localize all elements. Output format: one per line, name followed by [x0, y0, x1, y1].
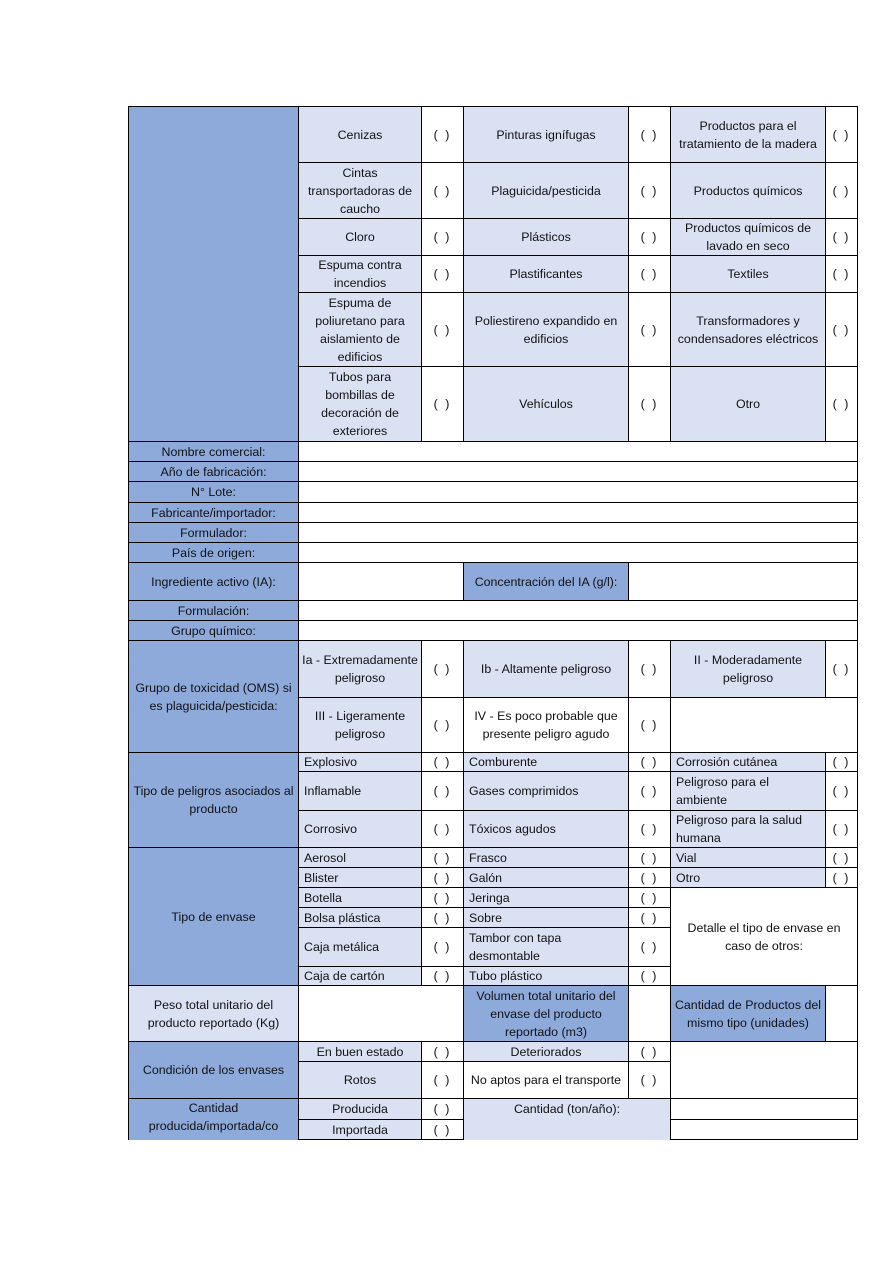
hazards-label: Tipo de peligros asociados al producto	[128, 752, 299, 848]
container-checkbox[interactable]: ( )	[628, 907, 671, 928]
container-checkbox[interactable]: ( )	[421, 966, 464, 986]
source-item: Espuma contra incendios	[298, 255, 422, 293]
container-item: Caja de cartón	[298, 966, 422, 986]
container-item: Tubo plástico	[463, 966, 629, 986]
field-label-formulator: Formulador:	[128, 522, 299, 543]
field-label-chemical-group: Grupo químico:	[128, 620, 299, 641]
source-checkbox[interactable]: ( )	[628, 162, 671, 219]
hazard-item: Corrosivo	[298, 810, 422, 848]
toxicity-checkbox[interactable]: ( )	[825, 640, 858, 698]
hazard-item: Explosivo	[298, 752, 422, 772]
field-input-commercial-name[interactable]	[298, 441, 858, 462]
quantity-imported: Importada	[298, 1119, 422, 1140]
field-label-active-ingredient: Ingrediente activo (IA):	[128, 562, 299, 601]
field-label-origin: País de origen:	[128, 542, 299, 563]
hazard-checkbox[interactable]: ( )	[421, 810, 464, 848]
source-checkbox[interactable]: ( )	[421, 366, 464, 442]
quantity-checkbox[interactable]: ( )	[421, 1098, 464, 1120]
hazard-item: Inflamable	[298, 771, 422, 811]
container-checkbox[interactable]: ( )	[421, 907, 464, 928]
source-item: Cenizas	[298, 106, 422, 163]
field-input-formulator[interactable]	[298, 522, 858, 543]
container-item: Otro	[670, 867, 826, 888]
source-item: Transformadores y condensadores eléctricos	[670, 292, 826, 367]
source-checkbox[interactable]: ( )	[825, 292, 858, 367]
source-checkbox[interactable]: ( )	[825, 162, 858, 219]
sources-label-cell	[128, 106, 299, 442]
field-label-manufacturer: Fabricante/importador:	[128, 502, 299, 523]
source-item: Plastificantes	[463, 255, 629, 293]
field-input-active-ingredient[interactable]	[298, 562, 464, 601]
source-item: Plaguicida/pesticida	[463, 162, 629, 219]
source-item: Productos químicos de lavado en seco	[670, 218, 826, 256]
condition-checkbox[interactable]: ( )	[421, 1061, 464, 1099]
field-input-ia-concentration[interactable]	[628, 562, 858, 601]
toxicity-checkbox[interactable]: ( )	[421, 697, 464, 753]
source-checkbox[interactable]: ( )	[825, 218, 858, 256]
condition-blank	[670, 1041, 858, 1099]
source-checkbox[interactable]: ( )	[825, 106, 858, 163]
source-checkbox[interactable]: ( )	[825, 366, 858, 442]
source-checkbox[interactable]: ( )	[421, 292, 464, 367]
toxicity-label: Grupo de toxicidad (OMS) si es plaguicida/pesticida:	[128, 640, 299, 753]
condition-unfit: No aptos para el transporte	[463, 1061, 629, 1099]
hazard-checkbox[interactable]: ( )	[628, 752, 671, 772]
weight-label: Peso total unitario del producto reportado (Kg)	[128, 985, 299, 1042]
hazard-checkbox[interactable]: ( )	[421, 752, 464, 772]
source-checkbox[interactable]: ( )	[628, 366, 671, 442]
field-label-manufacture-year: Año de fabricación:	[128, 461, 299, 482]
condition-label: Condición de los envases	[128, 1041, 299, 1099]
container-checkbox[interactable]: ( )	[421, 927, 464, 967]
hazard-checkbox[interactable]: ( )	[421, 771, 464, 811]
toxicity-ib: Ib - Altamente peligroso	[463, 640, 629, 698]
toxicity-ii: II - Moderadamente peligroso	[670, 640, 826, 698]
field-input-chemical-group[interactable]	[298, 620, 858, 641]
toxicity-ia: Ia - Extremadamente peligroso	[298, 640, 422, 698]
condition-deteriorated: Deteriorados	[463, 1041, 629, 1062]
toxicity-iii: III - Ligeramente peligroso	[298, 697, 422, 753]
hazard-checkbox[interactable]: ( )	[825, 752, 858, 772]
quantity-produced: Producida	[298, 1098, 422, 1120]
product-count-input[interactable]	[825, 985, 858, 1042]
quantity-tons-input[interactable]	[670, 1098, 858, 1120]
container-checkbox[interactable]: ( )	[628, 966, 671, 986]
condition-checkbox[interactable]: ( )	[628, 1041, 671, 1062]
container-item: Botella	[298, 887, 422, 908]
source-item: Tubos para bombillas de decoración de exteriores	[298, 366, 422, 442]
toxicity-iv: IV - Es poco probable que presente peligro agudo	[463, 697, 629, 753]
source-checkbox[interactable]: ( )	[421, 255, 464, 293]
container-checkbox[interactable]: ( )	[421, 887, 464, 908]
field-label-ia-concentration: Concentración del IA (g/l):	[463, 562, 629, 601]
container-checkbox[interactable]: ( )	[825, 847, 858, 868]
container-checkbox[interactable]: ( )	[421, 847, 464, 868]
container-item: Blister	[298, 867, 422, 888]
hazard-checkbox[interactable]: ( )	[825, 810, 858, 848]
source-item: Otro	[670, 366, 826, 442]
weight-input[interactable]	[298, 985, 464, 1042]
product-count-label: Cantidad de Productos del mismo tipo (unidades)	[670, 985, 826, 1042]
hazard-item: Peligroso para la salud humana	[670, 810, 826, 848]
source-item: Cloro	[298, 218, 422, 256]
container-other-detail[interactable]: Detalle el tipo de envase en caso de otros:	[670, 887, 858, 986]
container-checkbox[interactable]: ( )	[421, 867, 464, 888]
source-checkbox[interactable]: ( )	[628, 292, 671, 367]
hazard-checkbox[interactable]: ( )	[628, 771, 671, 811]
source-checkbox[interactable]: ( )	[421, 218, 464, 256]
field-label-commercial-name: Nombre comercial:	[128, 441, 299, 462]
toxicity-checkbox[interactable]: ( )	[628, 640, 671, 698]
field-input-formulation[interactable]	[298, 600, 858, 621]
toxicity-blank	[670, 697, 858, 753]
containers-label: Tipo de envase	[128, 847, 299, 986]
quantity-label: Cantidad producida/importada/co	[128, 1098, 299, 1140]
container-item: Bolsa plástica	[298, 907, 422, 928]
source-item: Pinturas ignífugas	[463, 106, 629, 163]
source-item: Poliestireno expandido en edificios	[463, 292, 629, 367]
condition-good: En buen estado	[298, 1041, 422, 1062]
source-checkbox[interactable]: ( )	[628, 106, 671, 163]
source-item: Espuma de poliuretano para aislamiento de edificios	[298, 292, 422, 367]
condition-checkbox[interactable]: ( )	[421, 1041, 464, 1062]
toxicity-checkbox[interactable]: ( )	[421, 640, 464, 698]
hazard-item: Tóxicos agudos	[463, 810, 629, 848]
hazard-checkbox[interactable]: ( )	[628, 810, 671, 848]
field-input-manufacturer[interactable]	[298, 502, 858, 523]
container-item: Jeringa	[463, 887, 629, 908]
source-checkbox[interactable]: ( )	[628, 255, 671, 293]
hazard-item: Peligroso para el ambiente	[670, 771, 826, 811]
volume-label: Volumen total unitario del envase del producto reportado (m3)	[463, 985, 629, 1042]
toxicity-checkbox[interactable]: ( )	[628, 697, 671, 753]
hazard-item: Gases comprimidos	[463, 771, 629, 811]
container-checkbox[interactable]: ( )	[628, 887, 671, 908]
container-checkbox[interactable]: ( )	[825, 867, 858, 888]
condition-checkbox[interactable]: ( )	[628, 1061, 671, 1099]
container-item: Tambor con tapa desmontable	[463, 927, 629, 967]
condition-broken: Rotos	[298, 1061, 422, 1099]
source-checkbox[interactable]: ( )	[825, 255, 858, 293]
source-item: Plásticos	[463, 218, 629, 256]
container-item: Frasco	[463, 847, 629, 868]
hazard-item: Corrosión cutánea	[670, 752, 826, 772]
source-item: Productos para el tratamiento de la madera	[670, 106, 826, 163]
container-item: Aerosol	[298, 847, 422, 868]
quantity-checkbox[interactable]: ( )	[421, 1119, 464, 1140]
source-item: Vehículos	[463, 366, 629, 442]
field-label-formulation: Formulación:	[128, 600, 299, 621]
container-checkbox[interactable]: ( )	[628, 847, 671, 868]
source-checkbox[interactable]: ( )	[628, 218, 671, 256]
container-item: Sobre	[463, 907, 629, 928]
quantity-tons-label: Cantidad (ton/año):	[463, 1098, 671, 1140]
source-item: Productos químicos	[670, 162, 826, 219]
quantity-tons-input[interactable]	[670, 1119, 858, 1140]
container-checkbox[interactable]: ( )	[628, 927, 671, 967]
container-checkbox[interactable]: ( )	[628, 867, 671, 888]
source-checkbox[interactable]: ( )	[421, 106, 464, 163]
source-item: Textiles	[670, 255, 826, 293]
field-input-lot[interactable]	[298, 481, 858, 503]
volume-input[interactable]	[628, 985, 671, 1042]
field-label-lot: N° Lote:	[128, 481, 299, 503]
hazard-checkbox[interactable]: ( )	[825, 771, 858, 811]
field-input-manufacture-year[interactable]	[298, 461, 858, 482]
container-item: Galón	[463, 867, 629, 888]
container-item: Vial	[670, 847, 826, 868]
field-input-origin[interactable]	[298, 542, 858, 563]
source-checkbox[interactable]: ( )	[421, 162, 464, 219]
hazard-item: Comburente	[463, 752, 629, 772]
container-item: Caja metálica	[298, 927, 422, 967]
source-item: Cintas transportadoras de caucho	[298, 162, 422, 219]
